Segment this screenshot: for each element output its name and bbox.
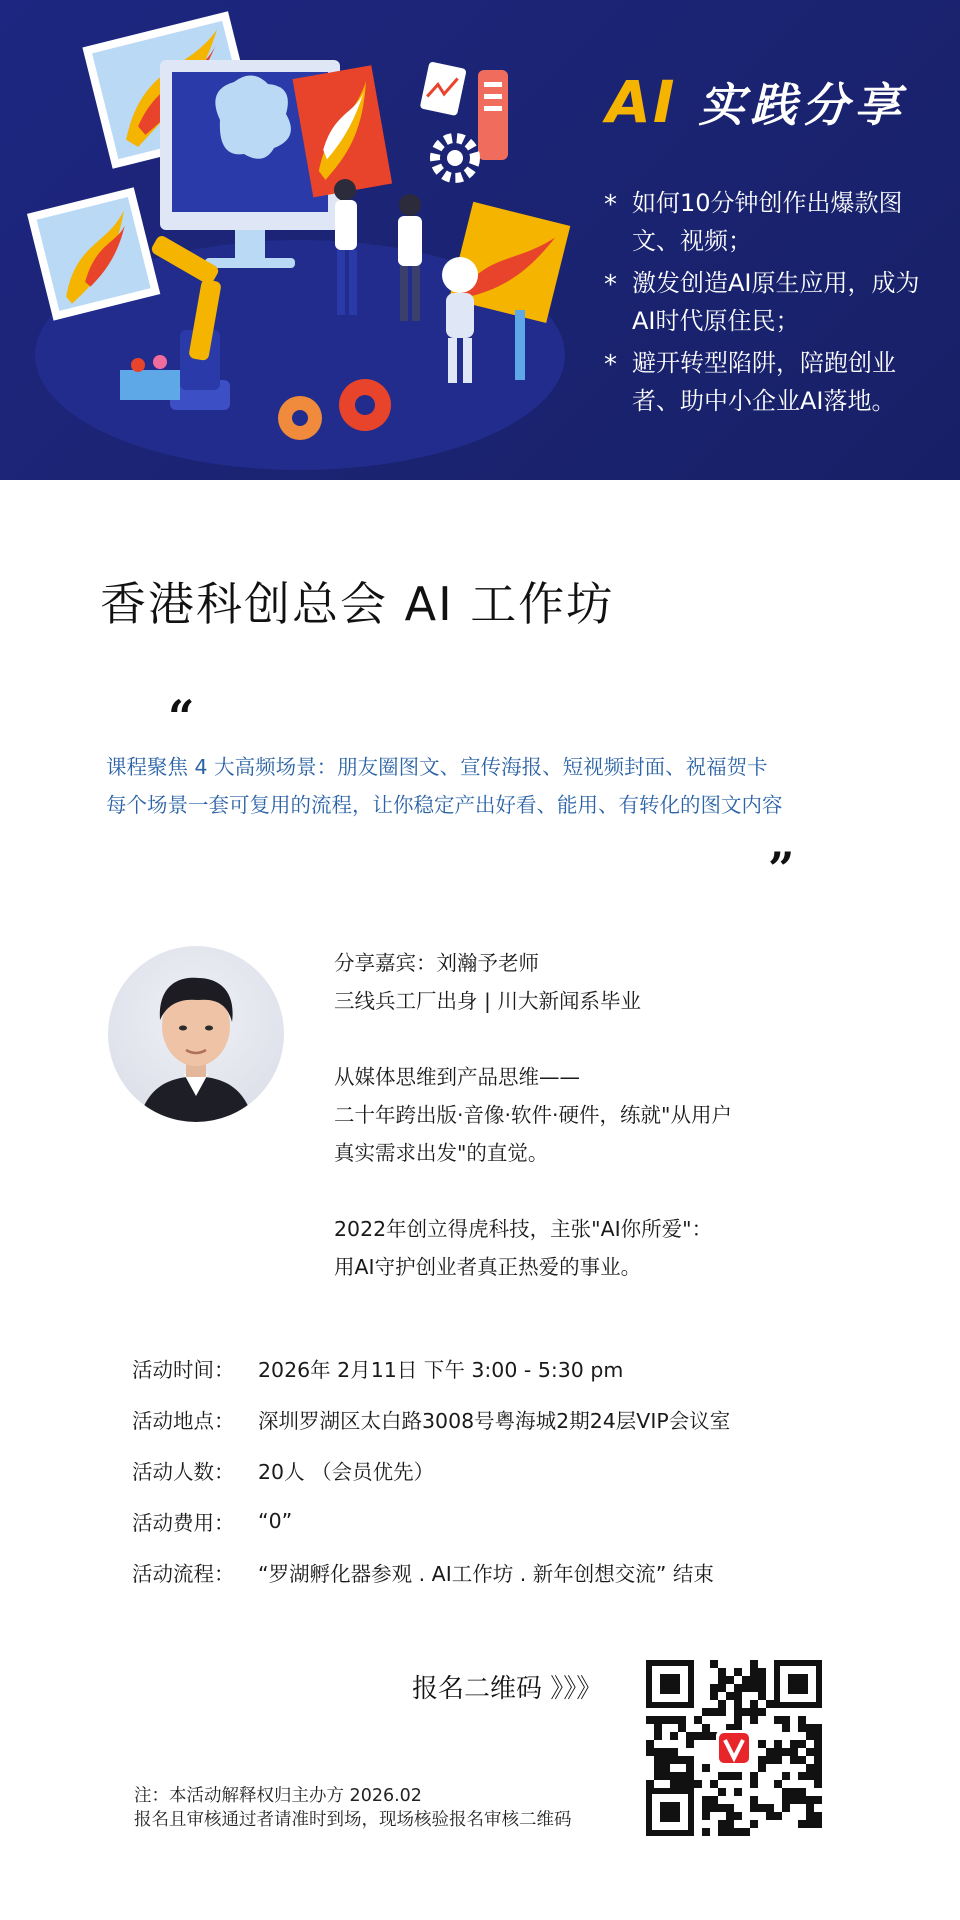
banner-bullet: * 避开转型陷阱，陪跑创业者、助中小企业AI落地。: [604, 344, 940, 420]
banner-bullet: * 如何10分钟创作出爆款图文、视频；: [604, 184, 940, 260]
speaker-line: 从媒体思维到产品思维——: [334, 1065, 580, 1089]
speaker-line: 二十年跨出版·音像·软件·硬件，练就"从用户: [334, 1103, 732, 1127]
banner-title-cn: 实践分享: [698, 78, 907, 132]
register-qr-label: 报名二维码 》》》: [412, 1674, 603, 1704]
quote-line: 课程聚焦 4 大高频场景：朋友圈图文、宣传海报、短视频封面、祝福贺卡: [106, 755, 768, 779]
banner-bullet: * 激发创造AI原生应用，成为AI时代原住民；: [604, 264, 940, 340]
detail-agenda-row: [132, 1546, 932, 1597]
page-title: 香港科创总会 AI 工作坊: [100, 577, 615, 631]
registration-qr-code[interactable]: [646, 1660, 822, 1836]
ai-workshop-illustration: [0, 0, 600, 480]
detail-label: 活动人数：: [132, 1459, 235, 1484]
detail-fee-row: [132, 1495, 932, 1546]
detail-value: “0”: [258, 1508, 293, 1533]
footnote-line: 注：本活动解释权归主办方 2026.02: [134, 1786, 422, 1806]
detail-value: 20人 （会员优先）: [258, 1459, 435, 1484]
footnote-line: 报名且审核通过者请准时到场，现场核验报名审核二维码: [134, 1810, 572, 1830]
event-details: [132, 1342, 932, 1597]
detail-label: 活动时间：: [132, 1357, 235, 1382]
detail-label: 活动地点：: [132, 1408, 235, 1433]
footnotes: [134, 1784, 572, 1832]
detail-value: “罗湖孵化器参观 . AI工作坊 . 新年创想交流” 结束: [258, 1561, 714, 1586]
speaker-line: 三线兵工厂出身 | 川大新闻系毕业: [334, 989, 641, 1013]
speaker-line: 用AI守护创业者真正热爱的事业。: [334, 1255, 642, 1279]
speaker-line: 2022年创立得虎科技，主张"AI你所爱"：: [334, 1217, 713, 1241]
detail-location-row: [132, 1393, 932, 1444]
speaker-avatar: [108, 946, 284, 1122]
speaker-portrait-icon: [108, 946, 284, 1122]
detail-label: 活动费用：: [132, 1510, 235, 1535]
speaker-line: 分享嘉宾：刘瀚予老师: [334, 951, 539, 975]
banner-title: [606, 62, 906, 142]
detail-label: 活动流程：: [132, 1561, 235, 1586]
course-focus-quote: [106, 748, 926, 824]
detail-value: 深圳罗湖区太白路3008号粤海城2期24层VIP会议室: [258, 1408, 731, 1433]
banner-title-ai: AI: [606, 68, 677, 136]
quote-line: 每个场景一套可复用的流程，让你稳定产出好看、能用、有转化的图文内容: [106, 793, 783, 817]
detail-value: 2026年 2月11日 下午 3:00 - 5:30 pm: [258, 1357, 624, 1382]
quote-close-mark: ”: [768, 842, 795, 896]
hero-banner: [0, 0, 960, 480]
detail-capacity-row: [132, 1444, 932, 1495]
speaker-bio: [334, 944, 894, 1286]
speaker-line: 真实需求出发"的直觉。: [334, 1141, 549, 1165]
quote-open-mark: “: [168, 690, 195, 744]
banner-bullet-list: [604, 184, 940, 424]
detail-time-row: [132, 1342, 932, 1393]
